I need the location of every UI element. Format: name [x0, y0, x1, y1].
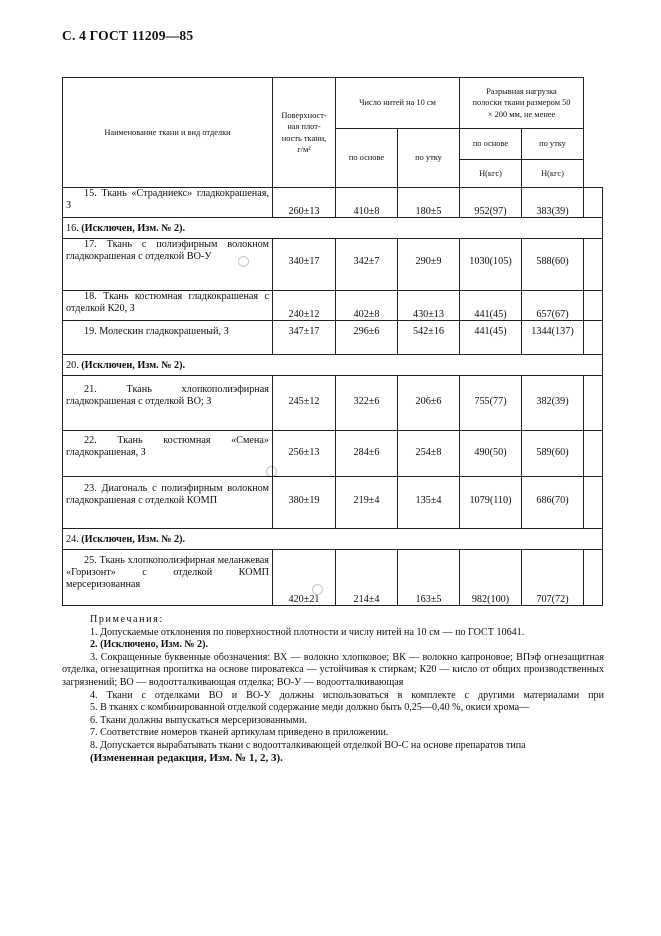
- row-excluded: [63, 355, 603, 376]
- row-break-warp: 441(45): [460, 291, 522, 321]
- table-row: [63, 355, 603, 376]
- header-break-line: полоски ткани размером 50: [472, 98, 571, 108]
- row-weft: 254±8: [398, 431, 460, 477]
- note-8: 8. Допускается вырабатывать ткани с водоотталкивающей отделкой ВО-С на основе препаратов типа: [90, 739, 526, 751]
- header-break-warp: по основе: [460, 129, 522, 160]
- row-name: 21. Ткань хлопкополиэфирная гладкокрашеная с отделкой ВО; З: [63, 376, 273, 431]
- header-unit-weft: Н(кгс): [522, 160, 584, 188]
- table-row: [63, 218, 603, 239]
- row-break-weft: 686(70): [522, 477, 584, 529]
- excluded-text: (Исключен, Изм. № 2).: [81, 222, 186, 234]
- header-name: Наименование ткани и вид отделки: [63, 78, 273, 188]
- row-density: 256±13: [273, 431, 336, 477]
- note-2: [62, 639, 604, 652]
- row-density: 240±12: [273, 291, 336, 321]
- row-weft: 430±13: [398, 291, 460, 321]
- row-break-weft: 657(67): [522, 291, 584, 321]
- note-2-text: (Исключено, Изм. № 2).: [100, 639, 208, 651]
- row-warp: 402±8: [336, 291, 398, 321]
- header-break-line: × 200 мм, не менее: [487, 109, 556, 119]
- row-warp: 284±6: [336, 431, 398, 477]
- row-break-weft: 589(60): [522, 431, 584, 477]
- row-density: 340±17: [273, 239, 336, 291]
- row-density: 260±13: [273, 188, 336, 218]
- row-name: 19. Молескин гладкокрашеный, З: [63, 321, 273, 355]
- header-density-line: ность ткани,: [281, 133, 327, 143]
- row-name: 18. Ткань костюмная гладкокрашеная с отделкой К20, З: [63, 291, 273, 321]
- fabric-table: [62, 77, 603, 606]
- row-warp: 410±8: [336, 188, 398, 218]
- edition-note: (Измененная редакция, Изм. № 1, 2, 3).: [90, 752, 283, 764]
- row-weft: 206±6: [398, 376, 460, 431]
- header-threads: Число нитей на 10 см: [336, 78, 460, 129]
- excluded-num: 16.: [66, 222, 79, 234]
- row-excluded: [63, 218, 603, 239]
- note-4: 4. Ткани с отделками ВО и ВО-У должны использоваться в комплекте с другими материалами при: [90, 689, 604, 701]
- row-warp: 322±6: [336, 376, 398, 431]
- note-7: 7. Соответствие номеров тканей артикулам приведено в приложении.: [90, 727, 389, 739]
- header-density-line: ная плот-: [287, 122, 321, 132]
- header-break-line: Разрывная нагрузка: [486, 86, 557, 96]
- row-warp: 219±4: [336, 477, 398, 529]
- row-weft: 290±9: [398, 239, 460, 291]
- row-name: 15. Ткань «Страдниекс» гладкокрашеная, З: [63, 188, 273, 218]
- row-excluded: [63, 529, 603, 550]
- header-threads-weft: по утку: [398, 129, 460, 188]
- row-weft: 180±5: [398, 188, 460, 218]
- notes-title: Примечания:: [90, 614, 164, 625]
- header-break: [460, 78, 584, 129]
- row-break-weft: 383(39): [522, 188, 584, 218]
- row-break-weft: 588(60): [522, 239, 584, 291]
- row-name: 17. Ткань с полиэфирным волокном гладкокрашеная с отделкой ВО-У: [63, 239, 273, 291]
- note-3: 3. Сокращенные буквенные обозначения: ВХ — волокно хлопковое; ВК — волокно капроновое; ВПэф огнезащитная отделка, огнезащитная пропитка на основе пироватекса — устойчивая к стиркам; К20 — кисло от общих производственных загрязнений; ВО — водоотталкивающая отделка; ВО-У — водоотталкивающая: [62, 651, 604, 688]
- row-weft: 163±5: [398, 550, 460, 606]
- row-name: 25. Ткань хлопкополиэфирная меланжевая «Горизонт» с отделкой КОМП мерсеризованная: [63, 550, 273, 606]
- note-1: 1. Допускаемые отклонения по поверхностной плотности и числу нитей на 10 см — по ГОСТ 10641.: [90, 626, 525, 638]
- table-row: [63, 321, 603, 355]
- row-weft: 542±16: [398, 321, 460, 355]
- excluded-num: 24.: [66, 533, 79, 545]
- table-row: [63, 188, 603, 218]
- notes: [62, 614, 604, 753]
- excluded-text: (Исключен, Изм. № 2).: [81, 533, 186, 545]
- row-break-warp: 1079(110): [460, 477, 522, 529]
- note-2-num: 2.: [90, 639, 98, 651]
- row-warp: 296±6: [336, 321, 398, 355]
- table-row: [63, 376, 603, 431]
- row-density: 347±17: [273, 321, 336, 355]
- row-break-warp: 982(100): [460, 550, 522, 606]
- header-density-line: г/м²: [297, 144, 311, 154]
- row-warp: 214±4: [336, 550, 398, 606]
- row-break-warp: 441(45): [460, 321, 522, 355]
- table-row: [63, 550, 603, 606]
- row-break-warp: 755(77): [460, 376, 522, 431]
- row-name: 22. Ткань костюмная «Смена» гладкокрашеная, З: [63, 431, 273, 477]
- row-warp: 342±7: [336, 239, 398, 291]
- table-row: [63, 291, 603, 321]
- note-6: 6. Ткани должны выпускаться мерсеризованными.: [90, 714, 307, 726]
- note-5: 5. В тканях с комбинированной отделкой содержание меди должно быть 0,25—0,40 %, окиси хрома—: [90, 702, 530, 714]
- row-break-warp: 952(97): [460, 188, 522, 218]
- row-break-weft: 707(72): [522, 550, 584, 606]
- page-header: С. 4 ГОСТ 11209—85: [62, 28, 194, 43]
- table-row: [63, 239, 603, 291]
- table-row: [63, 431, 603, 477]
- row-density: 420±21: [273, 550, 336, 606]
- row-break-weft: 382(39): [522, 376, 584, 431]
- excluded-num: 20.: [66, 359, 79, 371]
- row-name: 23. Диагональ с полиэфирным волокном гладкокрашеная с отделкой КОМП: [63, 477, 273, 529]
- header-unit-warp: Н(кгс): [460, 160, 522, 188]
- header-break-weft: по утку: [522, 129, 584, 160]
- row-break-weft: 1344(137): [522, 321, 584, 355]
- header-density: [273, 78, 336, 188]
- table-row: [63, 477, 603, 529]
- header-threads-warp: по основе: [336, 129, 398, 188]
- row-weft: 135±4: [398, 477, 460, 529]
- row-break-warp: 1030(105): [460, 239, 522, 291]
- row-break-warp: 490(50): [460, 431, 522, 477]
- excluded-text: (Исключен, Изм. № 2).: [81, 359, 186, 371]
- table-row: [63, 529, 603, 550]
- header-density-line: Поверхност-: [281, 110, 327, 120]
- row-density: 245±12: [273, 376, 336, 431]
- row-density: 380±19: [273, 477, 336, 529]
